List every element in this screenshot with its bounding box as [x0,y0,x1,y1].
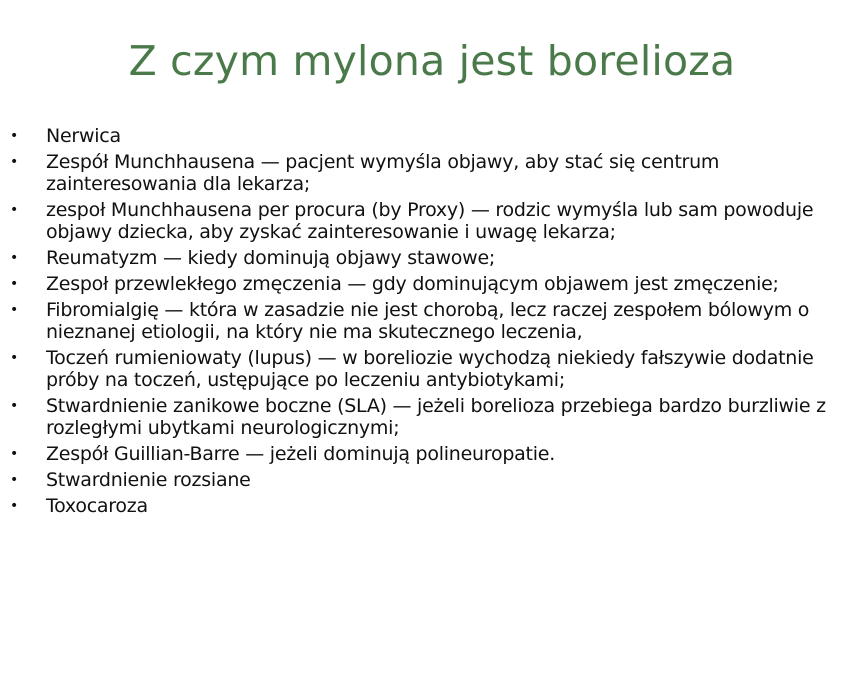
list-item-text: Zespół Munchhausena — pacjent wymyśla objawy, aby stać się centrum zainteresowania dla lekarza; [46,151,720,195]
bullet-icon: • [10,128,19,144]
list-item-text: Nerwica [46,125,121,147]
list-item-text: Stwardnienie rozsiane [46,469,251,491]
list-item-text: Reumatyzm — kiedy dominują objawy stawowe; [46,247,496,269]
list-item [0,347,864,391]
list-item [0,199,864,243]
list-item-text: Fibromialgię — która w zasadzie nie jest chorobą, lecz raczej zespołem bólowym o nieznanej etiologii, na który nie ma skutecznego leczenia, [46,299,810,343]
bullet-icon: • [10,498,19,514]
list-item [0,395,864,439]
bullet-icon: • [10,446,19,462]
list-item [0,125,864,147]
list-item [0,443,864,465]
slide-title: Z czym mylona jest borelioza [128,37,736,85]
bullet-icon: • [10,250,19,266]
list-item-text: Toczeń rumieniowaty (lupus) — w boreliozie wychodzą niekiedy fałszywie dodatnie próby na toczeń, ustępujące po leczeniu antybiotykami; [46,347,814,391]
bullet-icon: • [10,276,19,292]
list-item [0,151,864,195]
bullet-icon: • [10,350,19,366]
list-item-text: Stwardnienie zanikowe boczne (SLA) — jeżeli borelioza przebiega bardzo burzliwie z rozległymi ubytkami neurologicznymi; [46,395,826,439]
list-item [0,273,864,295]
list-item-text: zespoł Munchhausena per procura (by Proxy) — rodzic wymyśla lub sam powoduje objawy dziecka, aby zyskać zainteresowanie i uwagę lekarza; [46,199,814,243]
list-item-text: Zespoł przewlekłego zmęczenia — gdy dominującym objawem jest zmęczenie; [46,273,779,295]
bullet-list [0,125,864,521]
list-item [0,247,864,269]
bullet-icon: • [10,202,19,218]
bullet-icon: • [10,154,19,170]
list-item [0,469,864,491]
bullet-icon: • [10,398,19,414]
bullet-icon: • [10,472,19,488]
list-item [0,299,864,343]
list-item [0,495,864,517]
list-item-text: Toxocaroza [46,495,148,517]
list-item-text: Zespół Guillian-Barre — jeżeli dominują polineuropatie. [46,443,555,465]
bullet-icon: • [10,302,19,318]
